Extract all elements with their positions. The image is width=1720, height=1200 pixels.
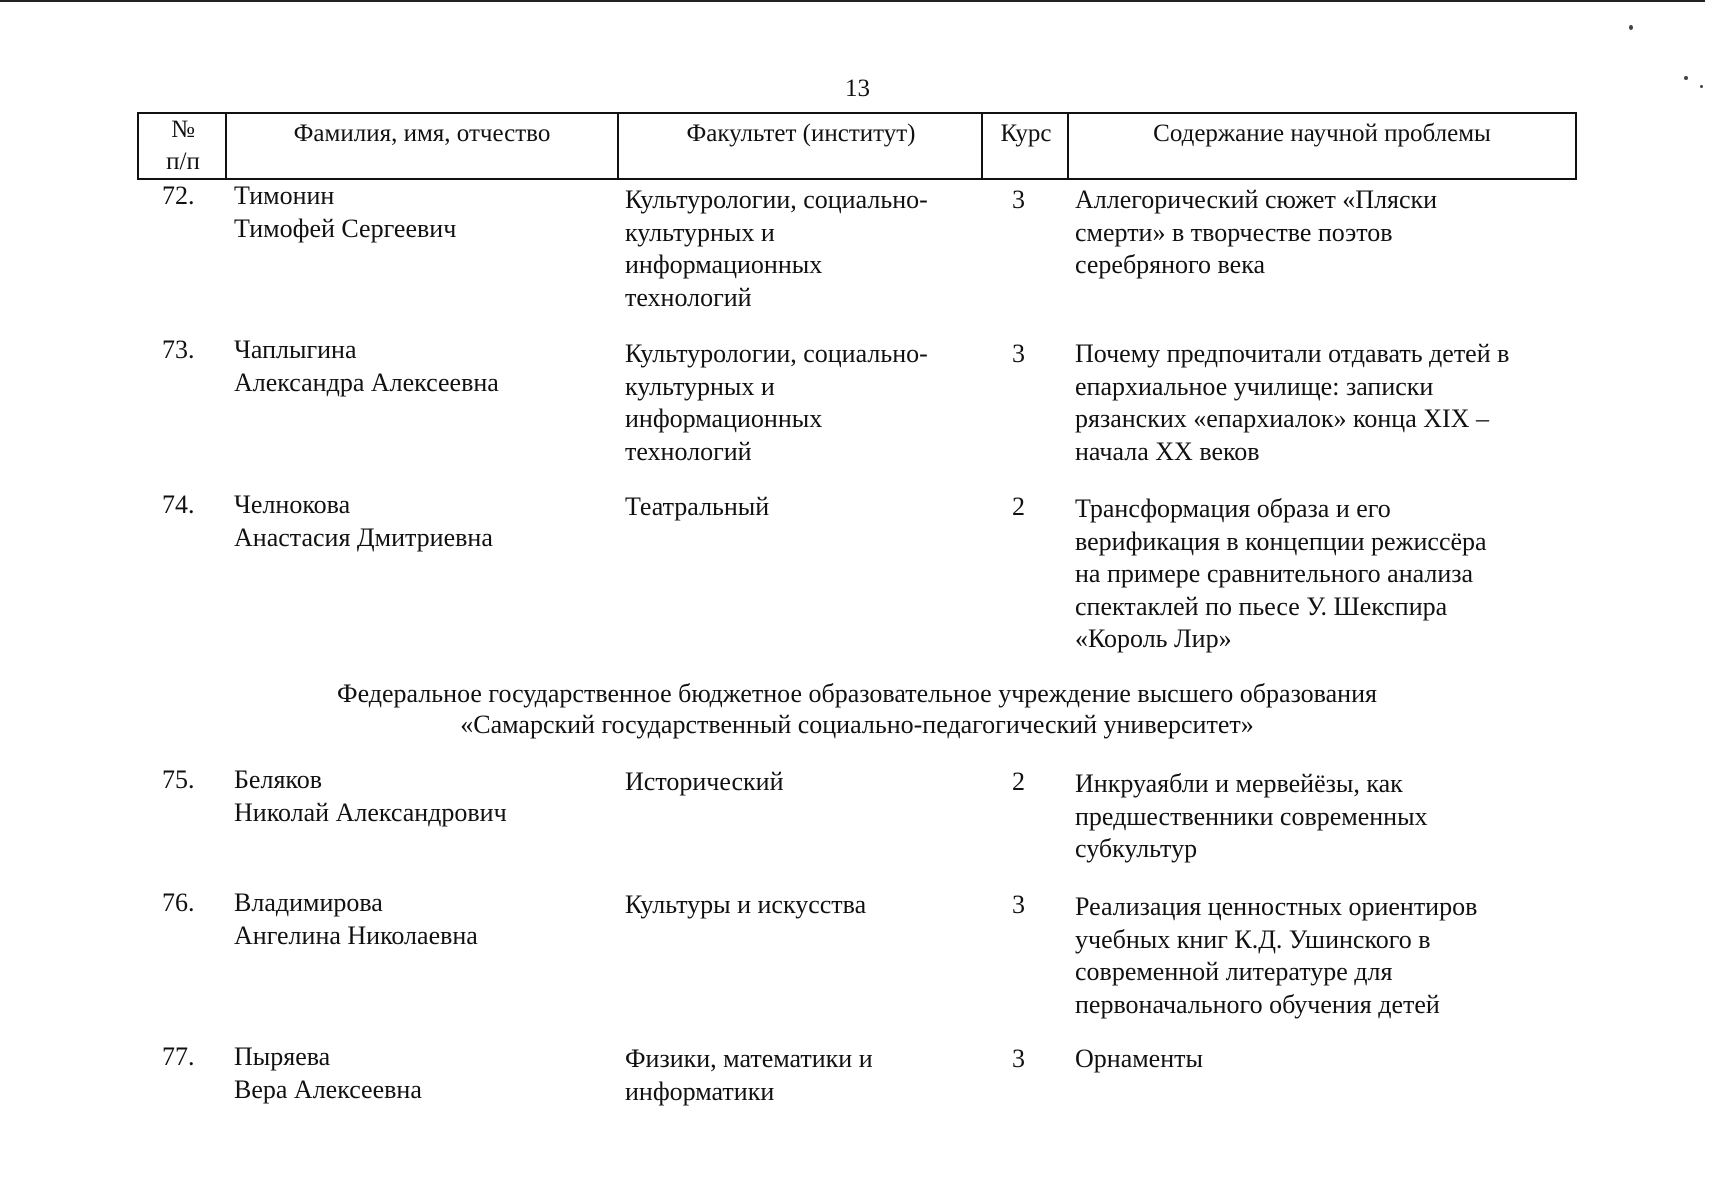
institution-heading: Федеральное государственное бюджетное образовательное учреждение высшего образования «Самарский государственный социально-педагогический университет» bbox=[337, 679, 1377, 739]
row-problem: Орнаменты bbox=[1075, 1044, 1203, 1073]
row-faculty: Культурологии, социально- культурных и информационных технологий bbox=[625, 185, 928, 312]
row-course: 3 bbox=[1012, 1044, 1025, 1073]
row-problem: Аллегорический сюжет «Пляски смерти» в творчестве поэтов серебряного века bbox=[1075, 185, 1438, 279]
row-full-name: Пыряева Вера Алексеевна bbox=[234, 1042, 422, 1104]
row-course: 2 bbox=[1012, 492, 1025, 521]
row-full-name: Челнокова Анастасия Дмитриевна bbox=[234, 490, 493, 552]
row-number: 75. bbox=[162, 765, 195, 794]
row-number: 73. bbox=[162, 335, 195, 364]
page-number: 13 bbox=[845, 75, 870, 102]
row-problem: Реализация ценностных ориентиров учебных книг К.Д. Ушинского в современной литературе для первоначального обучения детей bbox=[1075, 892, 1478, 1019]
row-course: 3 bbox=[1012, 339, 1025, 368]
row-course: 2 bbox=[1012, 767, 1025, 796]
scan-speck bbox=[1700, 85, 1703, 88]
row-course: 3 bbox=[1012, 185, 1025, 214]
header-faculty: Факультет (институт) bbox=[686, 120, 916, 147]
row-faculty: Физики, математики и информатики bbox=[625, 1044, 873, 1106]
row-number: 76. bbox=[162, 888, 195, 917]
header-problem: Содержание научной проблемы bbox=[1153, 120, 1491, 147]
header-name: Фамилия, имя, отчество bbox=[293, 120, 551, 147]
row-problem: Трансформация образа и его верификация в концепции режиссёра на примере сравнительного анализа спектаклей по пьесе У. Шекспира «Король Лир» bbox=[1075, 494, 1487, 653]
scan-top-border bbox=[0, 0, 1705, 2]
row-course: 3 bbox=[1012, 890, 1025, 919]
header-num: № п/п bbox=[166, 116, 200, 175]
row-number: 74. bbox=[162, 490, 195, 519]
row-full-name: Чаплыгина Александра Алексеевна bbox=[234, 335, 499, 397]
table-header bbox=[137, 112, 1577, 180]
row-number: 72. bbox=[162, 181, 195, 210]
row-faculty: Культуры и искусства bbox=[625, 890, 867, 919]
row-full-name: Владимирова Ангелина Николаевна bbox=[234, 888, 478, 950]
scan-speck bbox=[1629, 25, 1633, 30]
row-number: 77. bbox=[162, 1042, 195, 1071]
header-course: Курс bbox=[1000, 120, 1052, 147]
row-problem: Почему предпочитали отдавать детей в епархиальное училище: записки рязанских «епархиалок» конца XIX – начала XX веков bbox=[1075, 339, 1510, 466]
row-faculty: Исторический bbox=[625, 767, 784, 796]
scan-speck bbox=[1684, 76, 1688, 80]
row-full-name: Тимонин Тимофей Сергеевич bbox=[234, 181, 457, 243]
row-full-name: Беляков Николай Александрович bbox=[234, 765, 507, 827]
row-faculty: Культурологии, социально- культурных и информационных технологий bbox=[625, 339, 928, 466]
row-faculty: Театральный bbox=[625, 492, 770, 521]
row-problem: Инкруаябли и мервейёзы, как предшественники современных субкультур bbox=[1075, 769, 1428, 863]
